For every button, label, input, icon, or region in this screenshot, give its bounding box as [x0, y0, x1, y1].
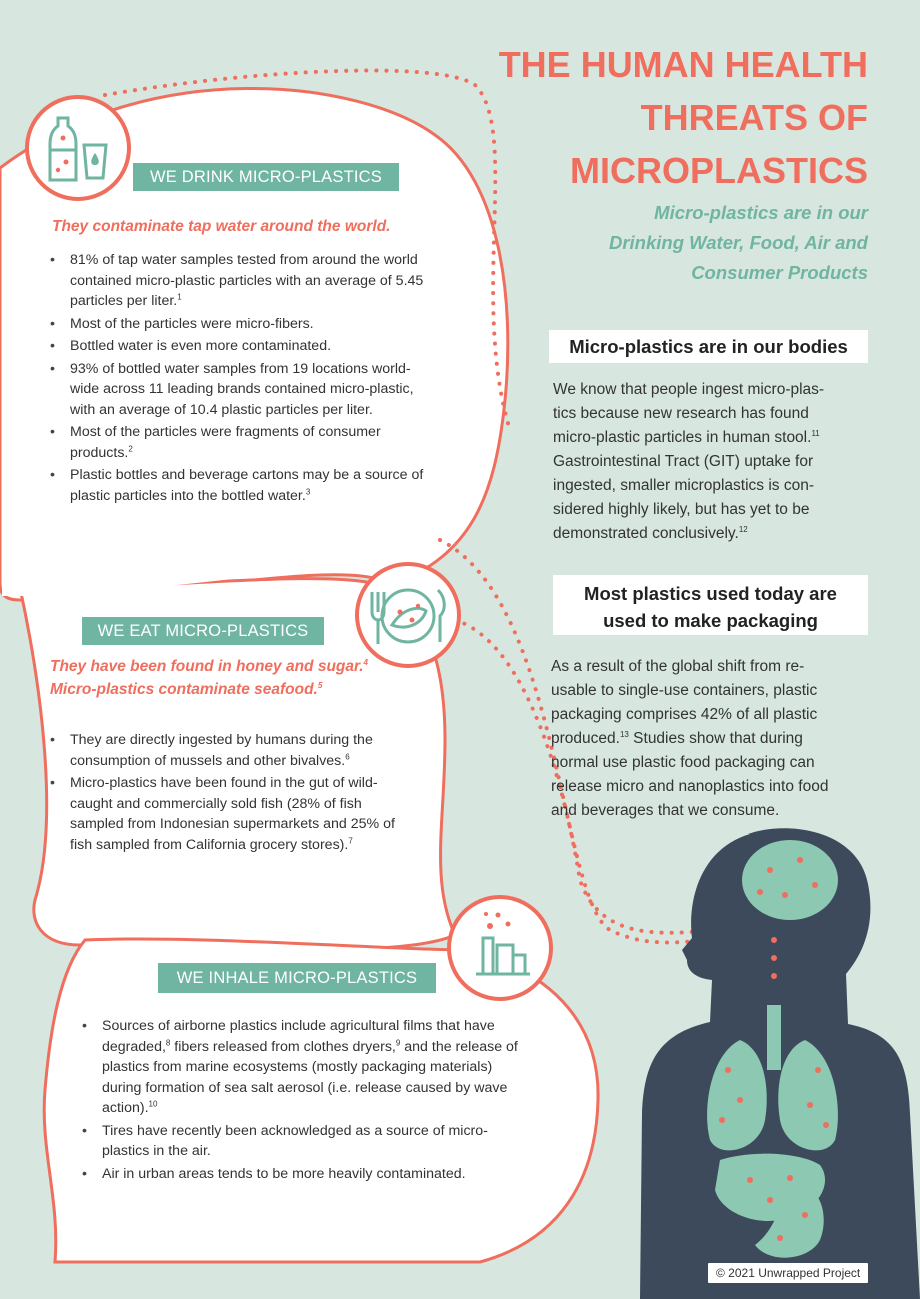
list-item: • Micro-plastics have been found in the gut of wild-caught and commercially sold fish (28% of fish sampled from Indonesian supermarkets and 25% of fish sampled from California grocery stores).$^7$	[48, 773, 398, 855]
para-line: produced.$^{13}$ Studies show that during	[551, 729, 803, 747]
subtitle-line: Consumer Products	[691, 262, 868, 283]
list-item: • Air in urban areas tends to be more heavily contaminated.	[80, 1164, 535, 1185]
page-subtitle	[520, 198, 868, 288]
list-item: • Plastic bottles and beverage cartons may be a source of plastic particles into the bottled water.$^3$	[48, 465, 438, 506]
para-line: usable to single-use containers, plastic	[551, 682, 818, 699]
list-item: • Sources of airborne plastics include agricultural films that have degraded,$^8$ fibers released from clothes dryers,$^9$ and the release of plastics from marine ecosystems (mostly packaging materials) during formation of sea salt aerosol (i.e. release caused by wave action).$^{10}$	[80, 1016, 535, 1119]
para-line: As a result of the global shift from re-	[551, 658, 805, 675]
title-line: THE HUMAN HEALTH	[498, 44, 868, 85]
drink-list	[48, 250, 438, 508]
packaging-heading	[553, 575, 868, 635]
para-line: and beverages that we consume.	[551, 802, 780, 819]
drink-section-pill: WE DRINK MICRO-PLASTICS	[133, 163, 399, 191]
para-line: sidered highly likely, but has yet to be	[553, 501, 810, 518]
fish-plate-icon	[357, 564, 459, 666]
list-item: • Most of the particles were fragments of consumer products.$^2$	[48, 422, 438, 463]
bodies-heading: Micro-plastics are in our bodies	[549, 330, 868, 363]
subtitle-line: Micro-plastics are in our	[654, 202, 868, 223]
eat-list	[48, 730, 398, 857]
copyright-label: © 2021 Unwrapped Project	[708, 1263, 868, 1283]
para-line: Gastrointestinal Tract (GIT) uptake for	[553, 453, 814, 470]
eat-lead: They have been found in honey and sugar.$^4$ Micro-plastics contaminate seafood.$^5$	[50, 657, 368, 698]
page-title	[440, 38, 868, 197]
factory-icon	[449, 897, 551, 999]
para-line: ingested, smaller microplastics is con-	[553, 477, 815, 494]
para-line: normal use plastic food packaging can	[551, 754, 815, 771]
inhale-list	[80, 1016, 535, 1186]
para-line: release micro and nanoplastics into food	[551, 778, 829, 795]
title-line: THREATS OF	[640, 97, 868, 138]
title-line: MICROPLASTICS	[569, 150, 868, 191]
para-line: tics because new research has found	[553, 405, 809, 422]
human-body-icon	[640, 828, 920, 1299]
drink-lead: They contaminate tap water around the world.	[52, 218, 391, 235]
list-item: • 93% of bottled water samples from 19 locations world-wide across 11 leading brands contained micro-plastic, with an average of 10.4 plastic particles per liter.	[48, 359, 438, 421]
inhale-section-pill: WE INHALE MICRO-PLASTICS	[158, 963, 436, 993]
bottle-glass-icon	[27, 97, 129, 199]
list-item: • 81% of tap water samples tested from around the world contained micro-plastic particles with an average of 5.45 particles per liter.$^1$	[48, 250, 438, 312]
list-item: • They are directly ingested by humans during the consumption of mussels and other bivalves.$^6$	[48, 730, 398, 771]
packaging-paragraph	[551, 655, 891, 823]
para-line: micro-plastic particles in human stool.$^{11}$	[553, 428, 820, 446]
subtitle-line: Drinking Water, Food, Air and	[608, 232, 868, 253]
heading-line: Most plastics used today are	[584, 583, 837, 604]
list-item: • Most of the particles were micro-fibers.	[48, 314, 438, 335]
para-line: We know that people ingest micro-plas-	[553, 381, 825, 398]
bodies-paragraph	[553, 378, 883, 546]
para-line: demonstrated conclusively.$^{12}$	[553, 524, 748, 542]
list-item: • Bottled water is even more contaminated.	[48, 336, 438, 357]
eat-section-pill: WE EAT MICRO-PLASTICS	[82, 617, 324, 645]
list-item: • Tires have recently been acknowledged as a source of micro-plastics in the air.	[80, 1121, 535, 1162]
para-line: packaging comprises 42% of all plastic	[551, 706, 818, 723]
heading-line: used to make packaging	[603, 610, 818, 631]
